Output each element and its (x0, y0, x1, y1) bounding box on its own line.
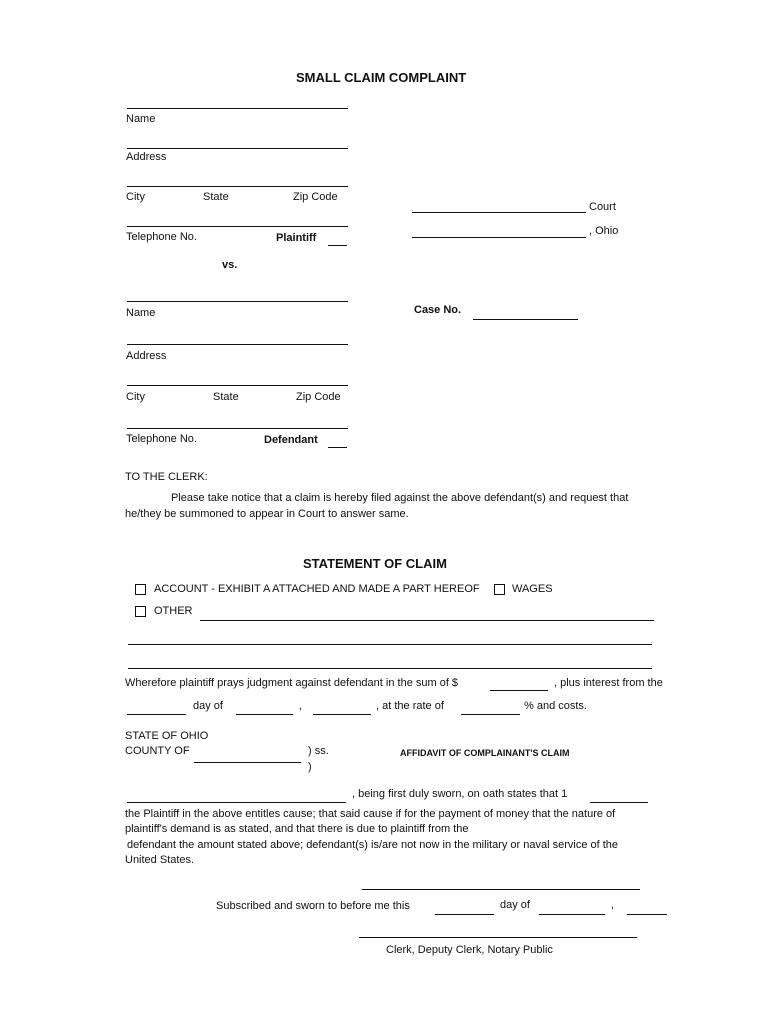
state-of-ohio-label: STATE OF OHIO (125, 730, 209, 742)
clerk-signature-line[interactable] (359, 937, 637, 938)
case-no-label: Case No. (414, 304, 462, 316)
ss-label: ) ss. (308, 745, 329, 757)
account-label: ACCOUNT - EXHIBIT A ATTACHED AND MADE A PART HEREOF (154, 583, 480, 595)
affidavit-line3: defendant the amount stated above; defendant(s) is/are not now in the military or naval service of the (127, 839, 619, 851)
plaintiff-phone-label: Telephone No. (126, 231, 197, 243)
wages-checkbox[interactable] (494, 584, 505, 595)
costs-label: % and costs. (524, 700, 587, 712)
affidavit-line1: the Plaintiff in the above entitles cause; that said cause if for the payment of money that the nature of (125, 808, 616, 820)
defendant-state-label: State (213, 391, 239, 403)
subscribed-year-line[interactable] (627, 914, 667, 915)
sworn-text: , being first duly sworn, on oath states that 1 (352, 788, 568, 800)
plaintiff-role-line[interactable] (328, 245, 347, 246)
claim-line-1[interactable] (128, 644, 652, 645)
court-name-line[interactable] (412, 212, 586, 213)
sum-line[interactable] (490, 690, 548, 691)
subscribed-day-of: day of (500, 899, 530, 911)
interest-month-line[interactable] (236, 714, 293, 715)
plaintiff-role-label: Plaintiff (276, 232, 317, 244)
account-checkbox[interactable] (135, 584, 146, 595)
case-no-line[interactable] (473, 319, 578, 320)
judgment-text-part1: Wherefore plaintiff prays judgment against defendant in the sum of $ (125, 677, 459, 689)
wages-label: WAGES (512, 583, 553, 595)
defendant-city-line[interactable] (127, 385, 348, 386)
clerk-text-line2: he/they be summoned to appear in Court to answer same. (125, 508, 409, 520)
defendant-role-label: Defendant (264, 434, 318, 446)
affidavit-line4: United States. (125, 854, 195, 866)
affidavit-title: AFFIDAVIT OF COMPLAINANT'S CLAIM (400, 748, 570, 758)
other-checkbox[interactable] (135, 606, 146, 617)
plaintiff-city-label: City (126, 191, 145, 203)
subscribed-month-line[interactable] (539, 914, 605, 915)
ohio-label: , Ohio (589, 225, 619, 237)
plaintiff-state-label: State (203, 191, 229, 203)
plaintiff-city-line[interactable] (127, 186, 348, 187)
county-of-label: COUNTY OF (125, 745, 190, 757)
interest-year-line[interactable] (313, 714, 371, 715)
defendant-name-line[interactable] (127, 301, 348, 302)
plaintiff-name-line[interactable] (127, 108, 348, 109)
rate-line[interactable] (461, 714, 520, 715)
affiant-signature-line[interactable] (362, 889, 640, 890)
affiant-role-line[interactable] (590, 802, 648, 803)
court-label: Court (589, 201, 616, 213)
plaintiff-zip-label: Zip Code (293, 191, 338, 203)
rate-label: , at the rate of (376, 700, 444, 712)
court-county-line[interactable] (412, 237, 586, 238)
defendant-role-line[interactable] (328, 447, 347, 448)
plaintiff-address-label: Address (126, 151, 167, 163)
judgment-text-part2: , plus interest from the (554, 677, 663, 689)
vs-label: vs. (222, 259, 238, 271)
defendant-address-line[interactable] (127, 344, 348, 345)
defendant-phone-line[interactable] (127, 428, 348, 429)
subscribed-comma: , (611, 899, 615, 911)
defendant-address-label: Address (126, 350, 167, 362)
defendant-name-label: Name (126, 307, 156, 319)
other-label: OTHER (154, 605, 193, 617)
day-of-label: day of (193, 700, 223, 712)
plaintiff-address-line[interactable] (127, 148, 348, 149)
county-line[interactable] (194, 762, 301, 763)
statement-title: STATEMENT OF CLAIM (303, 556, 447, 571)
plaintiff-name-label: Name (126, 113, 156, 125)
claim-line-2[interactable] (128, 668, 652, 669)
clerk-text-line1: Please take notice that a claim is hereby filed against the above defendant(s) and request that (171, 492, 629, 504)
clerk-heading: TO THE CLERK: (125, 471, 208, 483)
affiant-name-line[interactable] (127, 802, 346, 803)
defendant-city-label: City (126, 391, 145, 403)
defendant-zip-label: Zip Code (296, 391, 341, 403)
paren-label: ) (308, 761, 312, 773)
subscribed-day-line[interactable] (435, 914, 494, 915)
signature-label: Clerk, Deputy Clerk, Notary Public (386, 944, 553, 956)
page-title: SMALL CLAIM COMPLAINT (296, 70, 467, 85)
comma-label: , (299, 700, 303, 712)
plaintiff-phone-line[interactable] (127, 226, 348, 227)
interest-day-line[interactable] (127, 714, 186, 715)
other-line[interactable] (200, 620, 654, 621)
defendant-phone-label: Telephone No. (126, 433, 197, 445)
affidavit-line2: plaintiff's demand is as stated, and that there is due to plaintiff from the (125, 823, 469, 835)
subscribed-text: Subscribed and sworn to before me this (216, 900, 410, 912)
